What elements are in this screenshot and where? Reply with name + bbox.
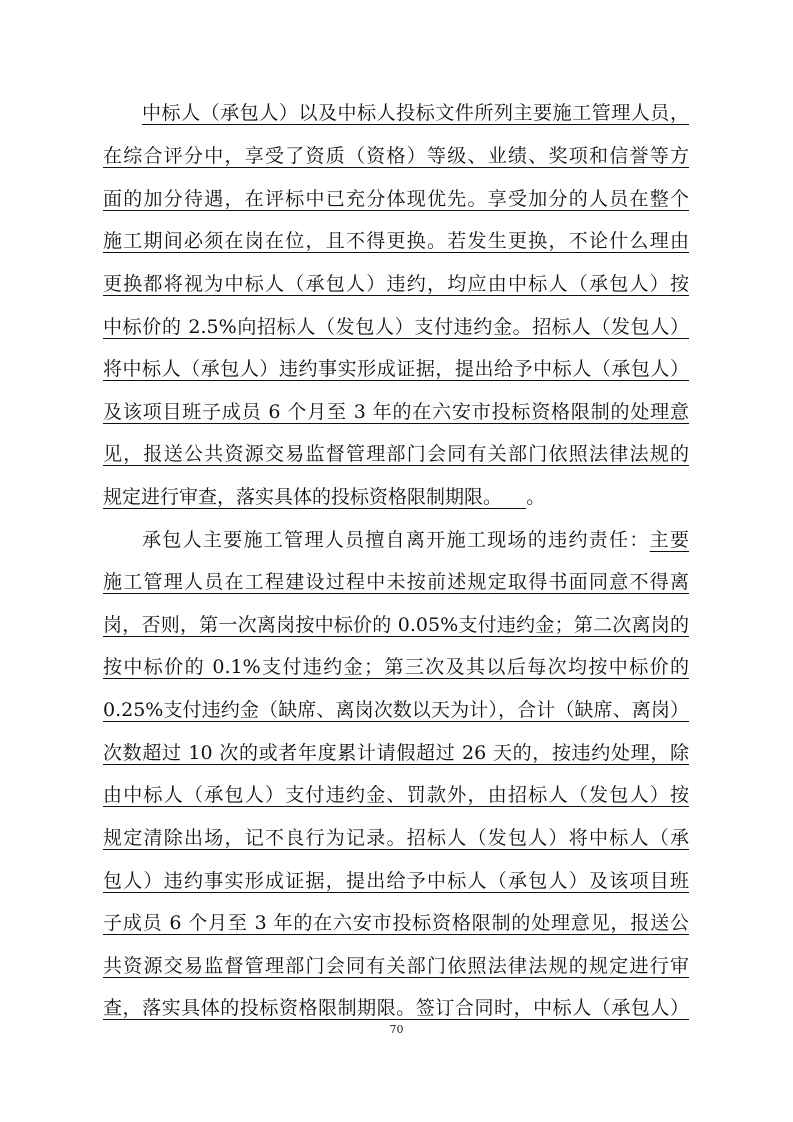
paragraph1-line-10 [103,484,545,510]
paragraph2-line-7: 由中标人（承包人）支付违约金、罚款外，由招标人（发包人）按 [103,784,689,806]
paragraph2-line-2: 施工管理人员在工程建设过程中未按前述规定取得书面同意不得离 [103,571,689,593]
paragraph2-line-11: 共资源交易监督管理部门会同有关部门依照法律法规的规定进行审 [103,955,689,977]
paragraph1-trailing-blank [502,486,526,508]
paragraph1-line-6: 中标价的 2.5%向招标人（发包人）支付违约金。招标人（发包人） [103,316,689,338]
paragraph2-line-10: 子成员 6 个月至 3 年的在六安市投标资格限制的处理意见，报送公 [103,912,689,934]
paragraph1-line-7: 将中标人（承包人）违约事实形成证据，提出给予中标人（承包人） [103,358,689,380]
paragraph1-line-10-text: 规定进行审查，落实具体的投标资格限制期限。 [103,486,503,508]
paragraph1-trailing-period: 。 [526,486,546,508]
paragraph2-line-8: 规定清除出场，记不良行为记录。招标人（发包人）将中标人（承 [103,827,689,849]
paragraph1-line-5: 更换都将视为中标人（承包人）违约，均应由中标人（承包人）按 [103,273,689,295]
page-number: 70 [389,1023,404,1036]
paragraph2-line-6: 次数超过 10 次的或者年度累计请假超过 26 天的，按违约处理，除 [103,742,689,764]
paragraph2-line-3: 岗，否则，第一次离岗按中标价的 0.05%支付违约金；第二次离岗的 [103,614,689,636]
paragraph1-line-1: 中标人（承包人）以及中标人投标文件所列主要施工管理人员， [142,102,689,124]
paragraph2-line-1 [142,527,689,553]
paragraph1-line-9: 见，报送公共资源交易监督管理部门会同有关部门依照法律法规的 [103,443,689,465]
paragraph1-line-2: 在综合评分中，享受了资质（资格）等级、业绩、奖项和信誉等方 [103,145,689,167]
paragraph1-line-3: 面的加分待遇，在评标中已充分体现优先。享受加分的人员在整个 [103,188,689,210]
paragraph2-line-9: 包人）违约事实形成证据，提出给予中标人（承包人）及该项目班 [103,870,689,892]
paragraph2-line-4: 按中标价的 0.1%支付违约金；第三次及其以后每次均按中标价的 [103,656,689,678]
paragraph1-line-4: 施工期间必须在岗在位，且不得更换。若发生更换，不论什么理由 [103,230,689,252]
paragraph2-line-5: 0.25%支付违约金（缺席、离岗次数以天为计），合计（缺席、离岗） [103,699,689,721]
paragraph1-line-8: 及该项目班子成员 6 个月至 3 年的在六安市投标资格限制的处理意 [103,401,689,423]
paragraph2-line-12: 查，落实具体的投标资格限制期限。签订合同时，中标人（承包人） [103,997,689,1019]
paragraph2-heading: 承包人主要施工管理人员擅自离开施工现场的违约责任： [142,529,650,551]
paragraph2-line-1-tail: 主要 [649,529,689,551]
